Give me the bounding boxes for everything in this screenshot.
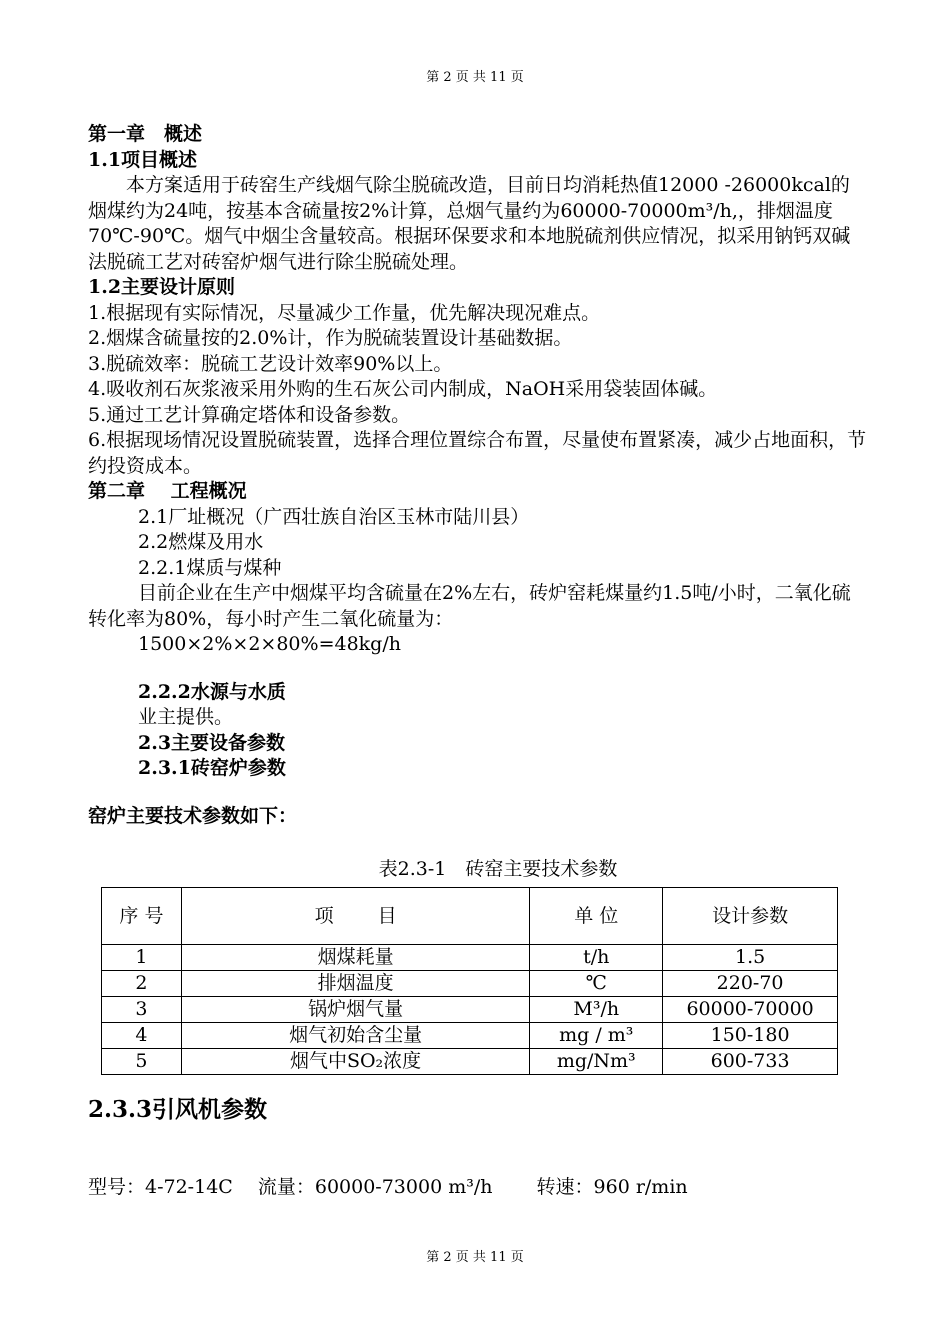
table-row: [102, 1048, 838, 1074]
row-no: 2: [102, 970, 182, 996]
section-1-2-title: 1.2主要设计原则: [88, 276, 236, 298]
table-row: [102, 996, 838, 1022]
section-2-1: 2.1厂址概况（广西壮族自治区玉林市陆川县）: [138, 505, 530, 528]
table-header-cell: 项 目: [181, 887, 529, 944]
document-body: [88, 122, 868, 1122]
principle-item: 5.通过工艺计算确定塔体和设备参数。: [88, 403, 411, 426]
chapter2-title: 第二章 工程概况: [88, 480, 247, 502]
row-no: 1: [102, 944, 182, 970]
row-item: 烟气中SO₂浓度: [181, 1048, 529, 1074]
row-value: 60000-70000: [663, 996, 838, 1022]
row-value: 220-70: [663, 970, 838, 996]
page-footer: 第 2 页 共 11 页: [426, 1250, 524, 1265]
table-row: [102, 970, 838, 996]
row-item: 烟气初始含尘量: [181, 1022, 529, 1048]
row-no: 5: [102, 1048, 182, 1074]
table-caption: 表2.3-1 砖窑主要技术参数: [378, 858, 618, 880]
section-2-2-2: 2.2.2水源与水质: [138, 680, 286, 703]
section-2-2: 2.2燃煤及用水: [138, 531, 264, 553]
row-no: 3: [102, 996, 182, 1022]
row-value: 150-180: [663, 1022, 838, 1048]
row-item: 烟煤耗量: [181, 944, 529, 970]
table-header-cell: 设计参数: [663, 887, 838, 944]
row-unit: mg / m³: [530, 1022, 663, 1048]
row-value: 600-733: [663, 1048, 838, 1074]
principle-item: 4.吸收剂石灰浆液采用外购的生石灰公司内制成，NaOH采用袋装固体碱。: [88, 378, 718, 400]
section-2-3-1: 2.3.1砖窑炉参数: [138, 757, 286, 779]
section-2-2-1: 2.2.1煤质与煤种: [138, 556, 282, 579]
table-row: [102, 944, 838, 970]
water-body: 业主提供。: [138, 706, 234, 728]
principle-item: 6.根据现场情况设置脱硫装置，选择合理位置综合布置，尽量使布置紧凑，减少占地面积，节约投资成本。: [88, 429, 867, 477]
so2-formula: 1500×2%×2×80%=48kg/h: [138, 633, 401, 655]
row-unit: t/h: [530, 944, 663, 970]
row-unit: mg/Nm³: [530, 1048, 663, 1074]
kiln-intro: 窑炉主要技术参数如下：: [88, 804, 298, 827]
chapter1-title: 第一章 概述: [88, 123, 203, 145]
row-item: 锅炉烟气量: [181, 996, 529, 1022]
fan-params-line: 型号：4-72-14C 流量：60000-73000 m³/h 转速：960 r/min: [88, 1176, 688, 1198]
row-value: 1.5: [663, 944, 838, 970]
kiln-params-table: [101, 887, 838, 1075]
table-row: [102, 1022, 838, 1048]
principle-item: 1.根据现有实际情况，尽量减少工作量，优先解决现况难点。: [88, 301, 601, 324]
row-no: 4: [102, 1022, 182, 1048]
section-1-1-title: 1.1项目概述: [88, 148, 198, 171]
principle-item: 3.脱硫效率：脱硫工艺设计效率90%以上。: [88, 352, 453, 375]
principle-item: 2.烟煤含硫量按的2.0%计，作为脱硫装置设计基础数据。: [88, 327, 573, 349]
row-item: 排烟温度: [181, 970, 529, 996]
table-header-row: [102, 887, 838, 944]
table-header-cell: 单 位: [530, 887, 663, 944]
row-unit: ℃: [530, 970, 663, 996]
page-header: 第 2 页 共 11 页: [426, 70, 524, 85]
table-header-cell: 序 号: [102, 887, 182, 944]
coal-body: 目前企业在生产中烟煤平均含硫量在2%左右，砖炉窑耗煤量约1.5吨/小时，二氧化硫转化率为80%，每小时产生二氧化硫量为：: [88, 582, 851, 630]
section-2-3-3: 2.3.3引风机参数: [88, 1095, 268, 1123]
section-1-1-body: 本方案适用于砖窑生产线烟气除尘脱硫改造，目前日均消耗热值12000 -26000kcal的烟煤约为24吨，按基本含硫量按2%计算，总烟气量约为60000-70000m³/h,，排烟温度70℃-90℃。烟气中烟尘含量较高。根据环保要求和本地脱硫剂供应情况，拟采用钠钙双碱法脱硫工艺对砖窑炉烟气进行除尘脱硫处理。: [88, 174, 851, 273]
row-unit: M³/h: [530, 996, 663, 1022]
section-2-3: 2.3主要设备参数: [138, 731, 286, 754]
